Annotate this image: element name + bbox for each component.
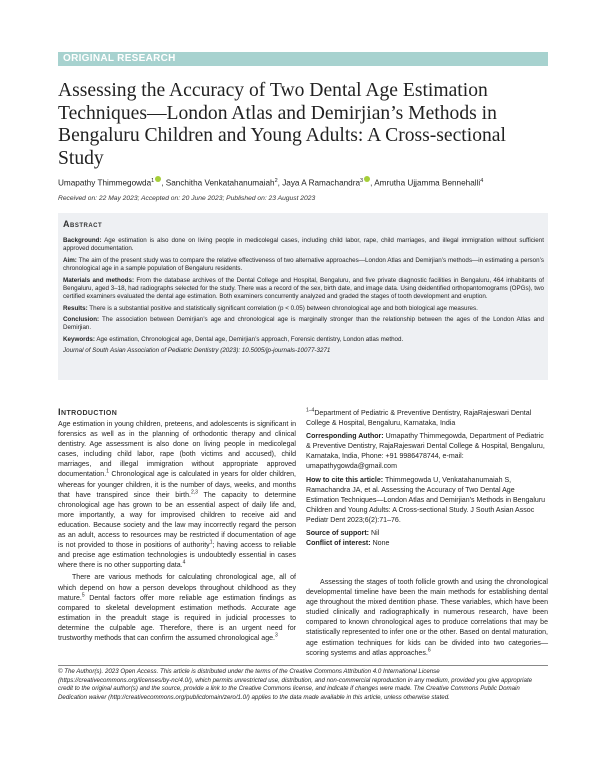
- journal-citation: Journal of South Asian Association of Pediatric Dentistry (2023): 10.5005/jp-journals-10077-3271: [63, 347, 331, 355]
- abstract-background: Background: Age estimation is also done on living people in medicolegal cases, including child labor, rape, child marriages, and illegal immigration without sufficient approved documentation.: [63, 237, 544, 253]
- abstract-conclusion: Conclusion: The association between Demirjian’s age and chronological age is marginally stronger than the relationship between the ages of the London Atlas and Demirjian.: [63, 316, 544, 332]
- abstract-body: [63, 237, 544, 359]
- orcid-icon[interactable]: [364, 176, 370, 182]
- author-affiliation-sup: 4: [480, 178, 484, 184]
- source-of-support: Source of support: Nil: [306, 530, 380, 538]
- orcid-icon[interactable]: [155, 176, 161, 182]
- author-affiliation-sup: 1: [151, 178, 155, 184]
- affiliation: $^{1-4}$Department of Pediatric & Preventive Dentistry, RajaRajeswari Dental College & Hospital, Bengaluru, Karnataka, India: [306, 407, 532, 428]
- section-label: ORIGINAL RESEARCH: [63, 53, 176, 64]
- abstract-keywords: Keywords: Age estimation, Chronological age, Dental age, Demirjian’s approach, Forensic dentistry, London atlas method.: [63, 335, 404, 343]
- how-to-cite: How to cite this article: Thimmegowda U, Venkatahanumaiah S, Ramachandra JA, et al. Assessing the Accuracy of Two Dental Age Estimation Techniques—London Atlas and Demirjian’s Methods in Bengaluru Children and Young Adults: A Cross-sectional Study. J South Asian Assoc Pediatr Dent 2023;6(2):71–76.: [306, 476, 546, 524]
- author-info-column: [306, 409, 548, 552]
- author-list: Umapathy Thimmegowda$^1$ , Sanchitha Venkatahanumaiah$^2$, Jaya A Ramachandra$^3$ , Amrutha Ujjamma Bennehalli$^4$: [58, 178, 484, 188]
- footer-divider: [58, 665, 548, 666]
- author-name: Jaya A Ramachandra: [282, 178, 361, 188]
- intro-paragraph-3: Assessing the stages of tooth follicle growth and using the chronological developmental timeline have been the main methods for establishing dental age throughout the mixed dentition phase. These variables, which have been studied clinically and radiographically in numerous research, have been compared to known chronological ages to produce correlations that may be statistically represented to infer one or the other. Based on dental maturation, age estimation techniques for kids can be divided into two categories—scoring systems and atlas approaches.$^6$: [306, 579, 548, 657]
- section-label-bar: [58, 52, 548, 66]
- conflict-of-interest: Conflict of interest: None: [306, 540, 390, 548]
- abstract-aim: Aim: The aim of the present study was to compare the relative effectiveness of two alternative approaches—London Atlas and Demirjian’s methods—in estimating a person’s chronological age in a sample population of Bengaluru residents.: [63, 256, 544, 273]
- article-title: Assessing the Accuracy of Two Dental Age Estimation Techniques—London Atlas and Demirjian’s Methods in Bengaluru Children and Young Adults: A Cross-sectional Study: [58, 80, 506, 169]
- abstract-methods: Materials and methods: From the database archives of the Dental College and Hospital, Bengaluru, and five private diagnostic facilities in Bengaluru, 464 inhabitants of Bengaluru, aged 3–18, had radiographs selected for the study. There was a record of the sex, birth date, and image data. Using deidentified orthopantomograms (OPGs), two certified examiners evaluated the dental age estimation. Both examiners concurrently analyzed and graded the stages of tooth development and eruption.: [63, 276, 544, 301]
- publication-dates: Received on: 22 May 2023; Accepted on: 20 June 2023; Published on: 23 August 2023: [58, 195, 316, 202]
- intro-paragraph-2: There are various methods for calculating chronological age, all of which depend on how a person develops throughout childhood as they mature.$^5$ Dental factors offer more reliable age estimation findings as compared to skeletal development estimation methods. Accurate age estimation in the preadult stage is required in judicial processes to determine the culpable age. Therefore, there is an urgent need for trustworthy methods that can confirm the assumed chronological age.$^3$: [58, 574, 296, 642]
- abstract-results: Results: There is a substantial positive and statistically significant correlation (p < 0.05) between chronological age and both biological age measures.: [63, 304, 478, 312]
- introduction-heading: Introduction: [58, 407, 118, 418]
- author-name: Sanchitha Venkatahanumaiah: [165, 178, 275, 188]
- author-name: Amrutha Ujjamma Bennehalli: [374, 178, 481, 188]
- introduction-left-column: [58, 420, 296, 644]
- abstract-box: [58, 213, 548, 380]
- license-text: © The Author(s). 2023 Open Access. This article is distributed under the terms of the Creative Commons Attribution 4.0 International License (https://creativecommons.org/licenses/by-nc/4.0/), which permits unrestricted use, distribution, and non-commercial reproduction in any medium, provided you give appropriate credit to the original author(s) and the source, provide a link to the Creative Commons license, and indicate if changes were made. The Creative Commons Public Domain Dedication waiver (http://creativecommons.org/publicdomain/zero/1.0/) applies to the data made available in this article, unless otherwise stated.: [58, 668, 533, 701]
- author-affiliation-sup: 3: [360, 178, 364, 184]
- author-name: Umapathy Thimmegowda: [58, 178, 152, 188]
- corresponding-author: Corresponding Author: Umapathy Thimmegowda, Department of Pediatric & Preventive Dentistry, RajaRajeswari Dental College & Hospital, Bengaluru, Karnataka, India, Phone: +91 9986478744, e-mail: umapathygowda@gmail.com: [306, 433, 545, 471]
- intro-paragraph-1: Age estimation in young children, preteens, and adolescents is significant in forensics as well as in the planning of orthodontic therapy and clinical dentistry. Age assessment is also done on living people in medicolegal cases, including child labor, rape (both victims and accused), child marriages, and illegal immigration without appropriate approved documentation.$^1$ Chronological age is calculated in years for older children, whereas for younger children, it is the number of days, weeks, and months that have transpired since their birth.$^{2,3}$ The capacity to determine chronological age has grown to be an essential aspect of daily life and, more importantly, a way for improvised children to receive aid and education. Because society and the law may incorrectly regard the person as an adult, access to resources may be restricted if documentation of age is not provided to those in positions of authority$^1$; having access to reliable and precise age estimation technologies is undoubtedly essential in cases where there is no other supporting data.$^4$: [58, 421, 296, 570]
- abstract-heading: Abstract: [63, 219, 103, 229]
- author-affiliation-sup: 2: [274, 178, 278, 184]
